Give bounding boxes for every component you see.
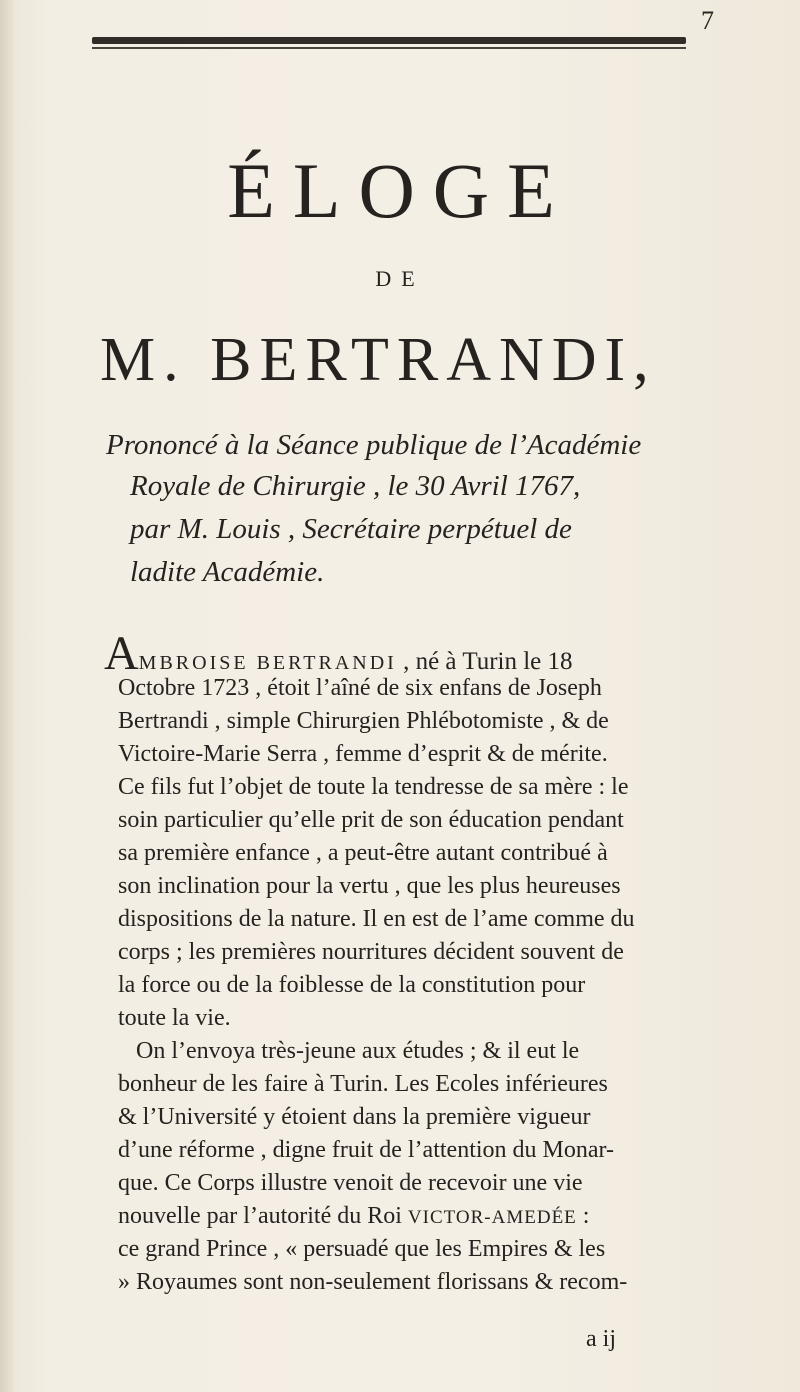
- body-line: corps ; les premières nourritures décident souvent de: [118, 939, 624, 965]
- title-de: DE: [375, 266, 425, 291]
- body-line: que. Ce Corps illustre venoit de recevoir une vie: [118, 1170, 583, 1196]
- body-line: bonheur de les faire à Turin. Les Ecoles inférieures: [118, 1071, 608, 1097]
- body-line: la force ou de la foiblesse de la constitution pour: [118, 972, 586, 998]
- body-line: toute la vie.: [118, 1005, 231, 1031]
- author-name-smallcaps: MBROISE BERTRANDI: [138, 652, 397, 674]
- body-line: soin particulier qu’elle prit de son éducation pendant: [118, 807, 624, 833]
- page-number: 7: [701, 6, 714, 35]
- body-first-line: [104, 627, 744, 680]
- signature-mark: a ij: [586, 1326, 616, 1352]
- body-line-victor-post: :: [576, 1203, 590, 1229]
- title-name: M. BERTRANDI,: [100, 326, 657, 394]
- body-line: On l’envoya très-jeune aux études ; & il eut le: [136, 1038, 580, 1064]
- body-line: son inclination pour la vertu , que les plus heureuses: [118, 873, 621, 899]
- header-rule-thin: [92, 47, 686, 49]
- body-line: dispositions de la nature. Il en est de l’ame comme du: [118, 906, 635, 932]
- body-line: sa première enfance , a peut-être autant contribué à: [118, 840, 608, 866]
- body-line: ce grand Prince , « persuadé que les Empires & les: [118, 1236, 606, 1262]
- body-line-victor-pre: nouvelle par l’autorité du Roi: [118, 1203, 408, 1229]
- body-first-line-rest: , né à Turin le 18: [396, 648, 573, 675]
- body-line: » Royaumes sont non-seulement florissans & recom-: [118, 1269, 628, 1295]
- king-name-smallcaps: VICTOR-AMEDÉE: [407, 1207, 577, 1228]
- body-line: Octobre 1723 , étoit l’aîné de six enfans de Joseph: [118, 675, 602, 701]
- body-line: d’une réforme , digne fruit de l’attention du Monar-: [118, 1137, 615, 1163]
- subtitle-line-2: Royale de Chirurgie , le 30 Avril 1767,: [130, 470, 581, 502]
- body-line: Ce fils fut l’objet de toute la tendresse de sa mère : le: [118, 774, 629, 800]
- drop-cap: A: [104, 627, 139, 680]
- body-line: Bertrandi , simple Chirurgien Phlébotomiste , & de: [118, 708, 609, 734]
- header-rule-thick: [92, 37, 686, 44]
- subtitle-line-1: Prononcé à la Séance publique de l’Académie: [106, 429, 642, 461]
- body-line: & l’Université y étoient dans la première vigueur: [118, 1104, 591, 1130]
- body-line: Victoire-Marie Serra , femme d’esprit & de mérite.: [118, 741, 608, 767]
- body-line-victor: [118, 1200, 738, 1234]
- subtitle-line-4: ladite Académie.: [130, 556, 325, 588]
- title-eloge: ÉLOGE: [227, 147, 573, 234]
- subtitle-line-3: par M. Louis , Secrétaire perpétuel de: [130, 513, 572, 545]
